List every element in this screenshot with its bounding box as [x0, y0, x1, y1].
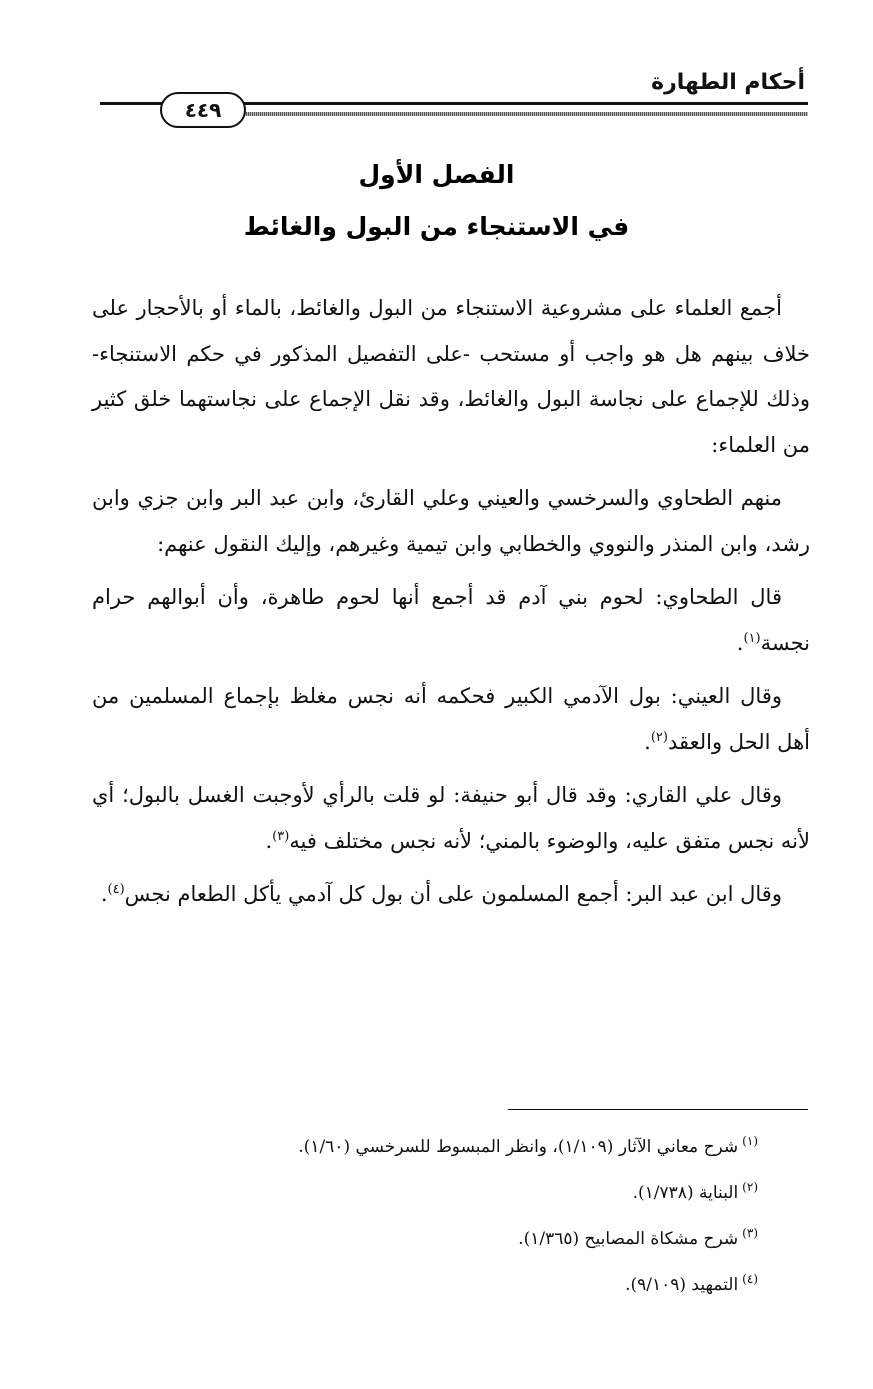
quote-text: وقال العيني: بول الآدمي الكبير فحكمه أنه نجس مغلظ بإجماع المسلمين من أهل الحل والعقد: [92, 684, 810, 754]
quote-end: .: [736, 630, 744, 655]
footnote-text: البناية (١/٧٣٨).: [632, 1183, 739, 1203]
footnote-separator: [508, 1109, 808, 1110]
footnote-item: [150, 1124, 758, 1170]
footnote-item: [150, 1216, 758, 1262]
quote-end: .: [100, 882, 108, 906]
footnote-text: شرح معاني الآثار (١/١٠٩)، وانظر المبسوط للسرخسي (١/٦٠).: [298, 1137, 739, 1157]
quote-end: .: [644, 729, 651, 754]
quote-text: وقال ابن عبد البر: أجمع المسلمون على أن بول كل آدمي يأكل الطعام نجس: [124, 882, 782, 906]
chapter-title: الفصل الأول: [358, 160, 515, 189]
quote-text: وقال علي القاري: وقد قال أبو حنيفة: لو قلت بالرأي لأوجبت الغسل بالبول؛ أي لأنه نجس متفق عليه، والوضوء بالمني؛ لأنه نجس مختلف فيه: [92, 783, 810, 853]
running-title: أحكام الطهارة: [651, 70, 805, 95]
body-text: [92, 286, 810, 926]
header-rule-ornament: [240, 112, 808, 116]
footnote-number: (٢): [742, 1180, 758, 1195]
quote-aini: [92, 674, 810, 765]
footnote-number: (١): [742, 1134, 758, 1149]
footnote-ref[interactable]: (٤): [107, 882, 125, 897]
footnote-ref[interactable]: (١): [743, 630, 761, 646]
quote-text: قال الطحاوي: لحوم بني آدم قد أجمع أنها لحوم طاهرة، وأن أبوالهم حرام نجسة: [92, 585, 810, 655]
quote-ibn-abd-al-barr: [92, 872, 810, 918]
quote-end: .: [265, 828, 273, 853]
scholars-paragraph: منهم الطحاوي والسرخسي والعيني وعلي القارئ، وابن عبد البر وابن جزي وابن رشد، وابن المنذر والنووي والخطابي وابن تيمية وغيرهم، وإليك النقول عنهم:: [92, 486, 810, 556]
quote-qari: [92, 773, 810, 864]
footnote-ref[interactable]: (٢): [650, 729, 668, 745]
footnotes: [150, 1124, 758, 1308]
page-number: ٤٤٩: [184, 98, 222, 122]
chapter-subtitle: في الاستنجاء من البول والغائط: [243, 212, 630, 241]
intro-paragraph: أجمع العلماء على مشروعية الاستنجاء من البول والغائط، بالماء أو بالأحجار على خلاف بينهم هل هو واجب أو مستحب -على التفصيل المذكور في حكم الاستنجاء- وذلك للإجماع على نجاسة البول والغائط، وقد نقل الإجماع على نجاستهما خلق كثير من العلماء:: [92, 296, 810, 457]
quote-tahawi: [92, 575, 810, 666]
footnote-number: (٣): [742, 1226, 758, 1241]
page-number-frame: [160, 92, 246, 128]
footnote-item: [150, 1170, 758, 1216]
footnote-text: شرح مشكاة المصابيح (١/٣٦٥).: [518, 1229, 739, 1249]
footnote-text: التمهيد (٩/١٠٩).: [625, 1275, 739, 1295]
footnote-ref[interactable]: (٣): [272, 828, 290, 844]
footnote-number: (٤): [742, 1272, 758, 1287]
footnote-item: [150, 1262, 758, 1308]
